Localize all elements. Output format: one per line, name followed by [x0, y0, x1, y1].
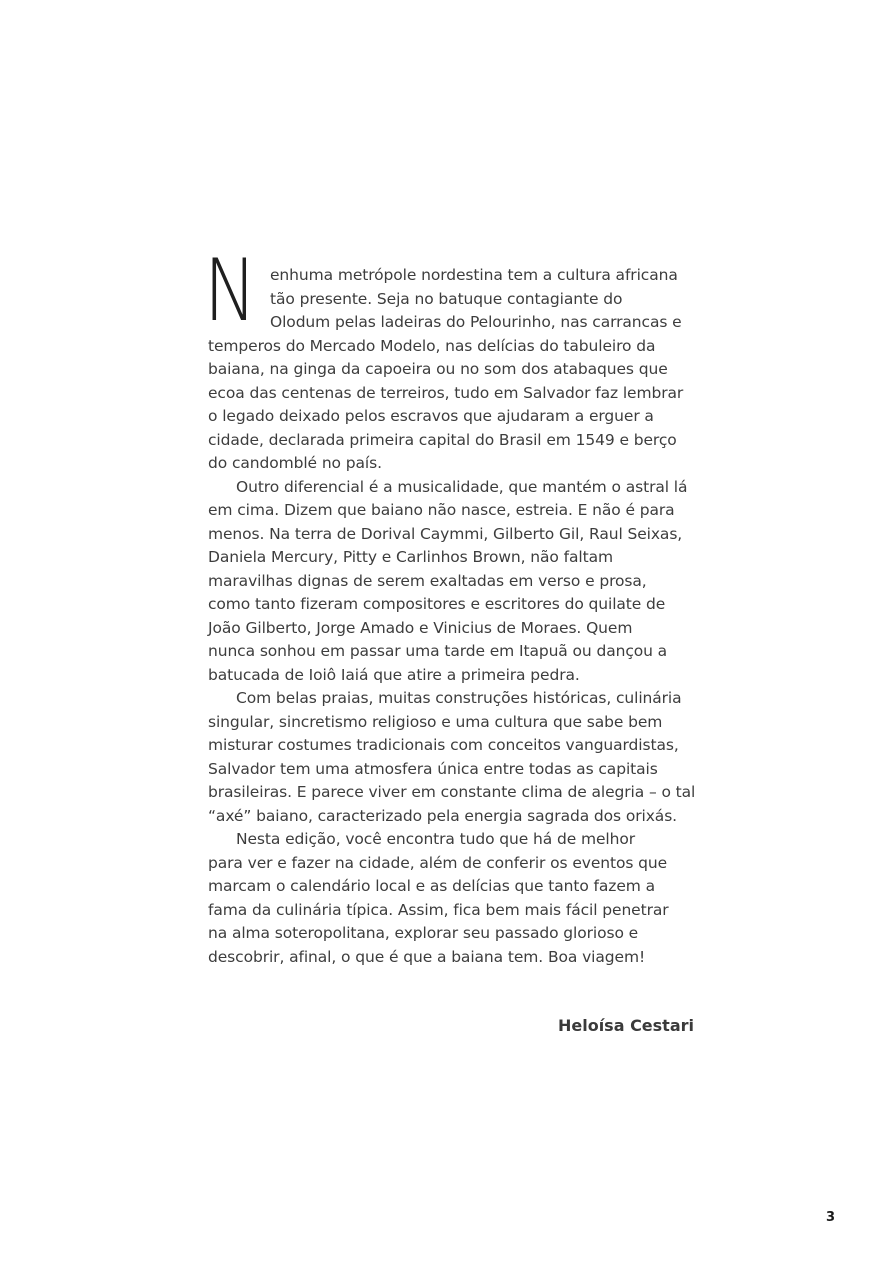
text-line: marcam o calendário local e as delícias que tanto fazem a	[208, 877, 655, 895]
editorial-paragraph-1	[204, 241, 694, 476]
text-line: Com belas praias, muitas construções históricas, culinária	[236, 689, 682, 707]
text-line: como tanto fizeram compositores e escritores do quilate de	[208, 595, 666, 613]
text-line: em cima. Dizem que baiano não nasce, estreia. E não é para	[208, 501, 675, 519]
text-line: brasileiras. E parece viver em constante clima de alegria – o tal	[208, 783, 696, 801]
text-line: descobrir, afinal, o que é que a baiana tem. Boa viagem!	[208, 947, 646, 966]
text-line: misturar costumes tradicionais com conceitos vanguardistas,	[208, 736, 679, 754]
author-signature: Heloísa Cestari	[557, 1016, 694, 1035]
text-line: Olodum pelas ladeiras do Pelourinho, nas carrancas e	[270, 313, 682, 331]
editorial-paragraph-3	[208, 687, 694, 828]
text-line: menos. Na terra de Dorival Caymmi, Gilberto Gil, Raul Seixas,	[208, 524, 683, 543]
text-line: singular, sincretismo religioso e uma cultura que sabe bem	[208, 712, 663, 731]
text-line: Nesta edição, você encontra tudo que há de melhor	[236, 830, 636, 848]
text-line: enhuma metrópole nordestina tem a cultura africana	[270, 266, 678, 284]
text-line: fama da culinária típica. Assim, fica bem mais fácil penetrar	[208, 900, 669, 919]
text-line: “axé” baiano, caracterizado pela energia sagrada dos orixás.	[208, 806, 677, 825]
text-line: do candomblé no país.	[208, 454, 382, 472]
text-line: cidade, declarada primeira capital do Brasil em 1549 e berço	[208, 430, 677, 449]
text-line: baiana, na ginga da capoeira ou no som dos atabaques que	[208, 360, 668, 378]
text-line: o legado deixado pelos escravos que ajudaram a erguer a	[208, 407, 654, 425]
editorial-text	[204, 241, 696, 969]
text-line: tão presente. Seja no batuque contagiante do	[270, 289, 623, 308]
page-number: 3	[825, 1210, 835, 1225]
editorial-paragraph-4	[208, 828, 694, 969]
text-line: para ver e fazer na cidade, além de conferir os eventos que	[208, 853, 668, 872]
text-line: Daniela Mercury, Pitty e Carlinhos Brown, não faltam	[208, 548, 613, 566]
drop-cap: N	[204, 241, 257, 341]
text-line: João Gilberto, Jorge Amado e Vinicius de Moraes. Quem	[208, 618, 633, 637]
text-line: batucada de Ioiô Iaiá que atire a primeira pedra.	[208, 665, 580, 684]
text-line: Outro diferencial é a musicalidade, que mantém o astral lá	[236, 477, 688, 496]
text-line: maravilhas dignas de serem exaltadas em verso e prosa,	[208, 571, 647, 590]
editorial-paragraph-2	[208, 476, 694, 688]
text-line: nunca sonhou em passar uma tarde em Itapuã ou dançou a	[208, 642, 668, 660]
text-line: ecoa das centenas de terreiros, tudo em Salvador faz lembrar	[208, 383, 684, 402]
text-line: Salvador tem uma atmosfera única entre todas as capitais	[208, 759, 658, 778]
text-line: temperos do Mercado Modelo, nas delícias do tabuleiro da	[208, 336, 656, 355]
text-line: na alma soteropolitana, explorar seu passado glorioso e	[208, 924, 639, 942]
